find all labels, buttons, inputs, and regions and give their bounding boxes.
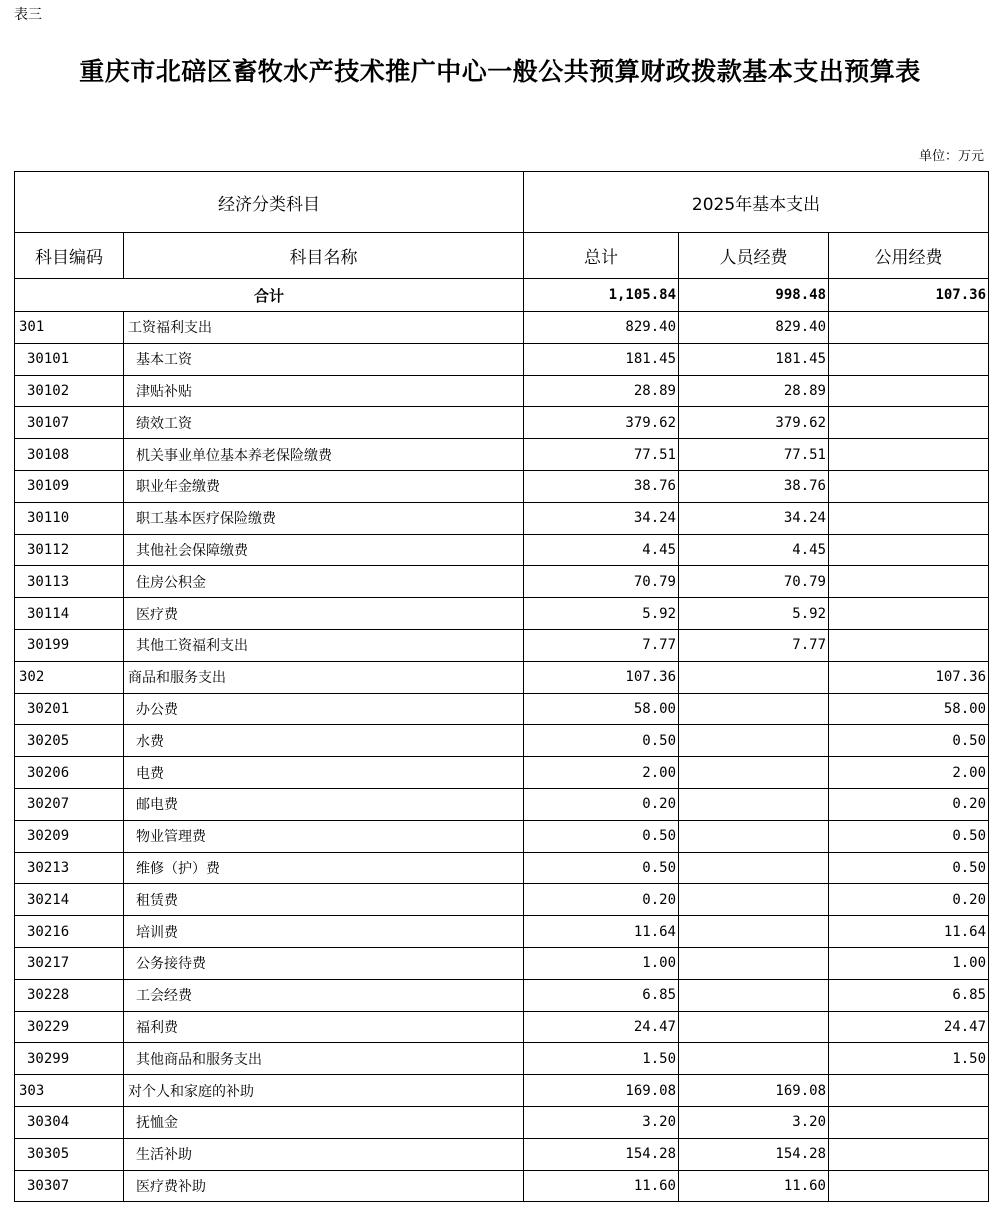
row-code: 30102 — [15, 375, 124, 407]
row-public — [829, 375, 989, 407]
row-name: 对个人和家庭的补助 — [124, 1075, 524, 1107]
table-row — [15, 1138, 989, 1170]
row-name: 办公费 — [124, 693, 524, 725]
row-total: 1.50 — [524, 1043, 679, 1075]
table-row — [15, 1043, 989, 1075]
row-code: 30206 — [15, 757, 124, 789]
row-public: 24.47 — [829, 1011, 989, 1043]
table-row — [15, 566, 989, 598]
row-name: 公务接待费 — [124, 947, 524, 979]
row-total: 6.85 — [524, 979, 679, 1011]
table-row — [15, 661, 989, 693]
row-personnel — [679, 693, 829, 725]
row-personnel: 77.51 — [679, 439, 829, 471]
row-total: 829.40 — [524, 312, 679, 344]
row-total: 379.62 — [524, 407, 679, 439]
row-total: 0.50 — [524, 852, 679, 884]
table-row — [15, 1170, 989, 1202]
row-personnel — [679, 947, 829, 979]
row-public — [829, 312, 989, 344]
row-total: 24.47 — [524, 1011, 679, 1043]
table-row — [15, 534, 989, 566]
table-row — [15, 788, 989, 820]
row-code: 30112 — [15, 534, 124, 566]
row-name: 生活补助 — [124, 1138, 524, 1170]
row-code: 30214 — [15, 884, 124, 916]
row-name: 培训费 — [124, 916, 524, 948]
row-public — [829, 1170, 989, 1202]
row-name: 商品和服务支出 — [124, 661, 524, 693]
row-name: 机关事业单位基本养老保险缴费 — [124, 439, 524, 471]
row-total: 11.60 — [524, 1170, 679, 1202]
table-row — [15, 312, 989, 344]
table-row — [15, 693, 989, 725]
row-name: 其他商品和服务支出 — [124, 1043, 524, 1075]
row-name: 绩效工资 — [124, 407, 524, 439]
row-personnel: 379.62 — [679, 407, 829, 439]
header-row-1 — [15, 172, 989, 233]
header-total: 总计 — [524, 233, 679, 279]
row-code: 30199 — [15, 629, 124, 661]
row-personnel: 38.76 — [679, 470, 829, 502]
row-personnel — [679, 1043, 829, 1075]
row-public — [829, 598, 989, 630]
row-public: 2.00 — [829, 757, 989, 789]
row-personnel — [679, 916, 829, 948]
table-row — [15, 439, 989, 471]
row-name: 抚恤金 — [124, 1106, 524, 1138]
row-public — [829, 1106, 989, 1138]
row-public: 0.50 — [829, 852, 989, 884]
row-code: 30209 — [15, 820, 124, 852]
row-name: 工资福利支出 — [124, 312, 524, 344]
table-row — [15, 343, 989, 375]
row-total: 11.64 — [524, 916, 679, 948]
row-name: 职业年金缴费 — [124, 470, 524, 502]
row-code: 30304 — [15, 1106, 124, 1138]
row-name: 住房公积金 — [124, 566, 524, 598]
table-row — [15, 979, 989, 1011]
row-personnel — [679, 725, 829, 757]
row-total: 0.50 — [524, 725, 679, 757]
total-row — [15, 279, 989, 312]
row-public — [829, 534, 989, 566]
row-total: 70.79 — [524, 566, 679, 598]
row-total: 58.00 — [524, 693, 679, 725]
total-label: 合计 — [15, 279, 524, 312]
header-name: 科目名称 — [124, 233, 524, 279]
row-code: 30307 — [15, 1170, 124, 1202]
row-name: 福利费 — [124, 1011, 524, 1043]
row-total: 34.24 — [524, 502, 679, 534]
row-personnel — [679, 979, 829, 1011]
row-name: 职工基本医疗保险缴费 — [124, 502, 524, 534]
header-basic-expense: 2025年基本支出 — [524, 172, 989, 233]
row-total: 28.89 — [524, 375, 679, 407]
table-row — [15, 852, 989, 884]
table-row — [15, 1011, 989, 1043]
row-total: 181.45 — [524, 343, 679, 375]
row-public — [829, 439, 989, 471]
row-code: 30229 — [15, 1011, 124, 1043]
table-row — [15, 502, 989, 534]
row-public: 11.64 — [829, 916, 989, 948]
row-name: 工会经费 — [124, 979, 524, 1011]
row-public: 1.50 — [829, 1043, 989, 1075]
row-personnel: 28.89 — [679, 375, 829, 407]
total-personnel: 998.48 — [679, 279, 829, 312]
row-personnel — [679, 661, 829, 693]
table-row — [15, 725, 989, 757]
row-name: 医疗费 — [124, 598, 524, 630]
row-personnel — [679, 1011, 829, 1043]
row-public — [829, 470, 989, 502]
row-total: 38.76 — [524, 470, 679, 502]
row-total: 3.20 — [524, 1106, 679, 1138]
table-row — [15, 757, 989, 789]
table-row — [15, 629, 989, 661]
row-public — [829, 1075, 989, 1107]
row-code: 30299 — [15, 1043, 124, 1075]
row-public — [829, 629, 989, 661]
row-public: 0.20 — [829, 788, 989, 820]
row-total: 77.51 — [524, 439, 679, 471]
page-title: 重庆市北碚区畜牧水产技术推广中心一般公共预算财政拨款基本支出预算表 — [79, 57, 921, 86]
table-row — [15, 407, 989, 439]
row-name: 基本工资 — [124, 343, 524, 375]
row-code: 30207 — [15, 788, 124, 820]
row-personnel: 11.60 — [679, 1170, 829, 1202]
row-total: 154.28 — [524, 1138, 679, 1170]
table-row — [15, 470, 989, 502]
row-total: 1.00 — [524, 947, 679, 979]
row-name: 物业管理费 — [124, 820, 524, 852]
row-code: 30305 — [15, 1138, 124, 1170]
row-code: 30108 — [15, 439, 124, 471]
row-total: 4.45 — [524, 534, 679, 566]
table-row — [15, 916, 989, 948]
row-personnel: 7.77 — [679, 629, 829, 661]
row-public — [829, 343, 989, 375]
row-personnel — [679, 884, 829, 916]
row-name: 维修（护）费 — [124, 852, 524, 884]
table-row — [15, 598, 989, 630]
total-total: 1,105.84 — [524, 279, 679, 312]
header-personnel: 人员经费 — [679, 233, 829, 279]
row-personnel: 169.08 — [679, 1075, 829, 1107]
row-name: 其他社会保障缴费 — [124, 534, 524, 566]
row-personnel: 4.45 — [679, 534, 829, 566]
row-code: 30114 — [15, 598, 124, 630]
row-name: 邮电费 — [124, 788, 524, 820]
row-code: 30213 — [15, 852, 124, 884]
row-total: 7.77 — [524, 629, 679, 661]
row-code: 30216 — [15, 916, 124, 948]
row-public: 6.85 — [829, 979, 989, 1011]
row-public: 0.50 — [829, 725, 989, 757]
table-row — [15, 375, 989, 407]
row-name: 医疗费补助 — [124, 1170, 524, 1202]
row-public: 1.00 — [829, 947, 989, 979]
row-personnel: 3.20 — [679, 1106, 829, 1138]
row-code: 30109 — [15, 470, 124, 502]
row-public: 107.36 — [829, 661, 989, 693]
table-row — [15, 1106, 989, 1138]
row-public — [829, 502, 989, 534]
row-code: 30101 — [15, 343, 124, 375]
row-name: 其他工资福利支出 — [124, 629, 524, 661]
table-row — [15, 820, 989, 852]
row-name: 租赁费 — [124, 884, 524, 916]
row-personnel — [679, 852, 829, 884]
row-name: 津贴补贴 — [124, 375, 524, 407]
row-code: 30113 — [15, 566, 124, 598]
row-personnel: 5.92 — [679, 598, 829, 630]
header-row-2 — [15, 233, 989, 279]
row-total: 5.92 — [524, 598, 679, 630]
header-code: 科目编码 — [15, 233, 124, 279]
total-public: 107.36 — [829, 279, 989, 312]
row-public: 0.20 — [829, 884, 989, 916]
row-personnel — [679, 788, 829, 820]
row-total: 0.50 — [524, 820, 679, 852]
header-econ-class: 经济分类科目 — [15, 172, 524, 233]
header-public: 公用经费 — [829, 233, 989, 279]
budget-table — [14, 171, 989, 1202]
row-code: 303 — [15, 1075, 124, 1107]
table-row — [15, 947, 989, 979]
table-number-label: 表三 — [14, 7, 42, 23]
row-code: 30201 — [15, 693, 124, 725]
row-total: 2.00 — [524, 757, 679, 789]
row-public — [829, 566, 989, 598]
row-public — [829, 407, 989, 439]
row-code: 301 — [15, 312, 124, 344]
row-code: 30107 — [15, 407, 124, 439]
row-personnel: 34.24 — [679, 502, 829, 534]
row-personnel: 181.45 — [679, 343, 829, 375]
row-public: 58.00 — [829, 693, 989, 725]
row-personnel: 154.28 — [679, 1138, 829, 1170]
row-name: 水费 — [124, 725, 524, 757]
row-code: 302 — [15, 661, 124, 693]
row-total: 107.36 — [524, 661, 679, 693]
row-name: 电费 — [124, 757, 524, 789]
table-row — [15, 884, 989, 916]
row-total: 0.20 — [524, 788, 679, 820]
row-total: 169.08 — [524, 1075, 679, 1107]
row-code: 30228 — [15, 979, 124, 1011]
table-row — [15, 1075, 989, 1107]
row-code: 30205 — [15, 725, 124, 757]
row-code: 30217 — [15, 947, 124, 979]
row-public — [829, 1138, 989, 1170]
row-personnel — [679, 820, 829, 852]
row-code: 30110 — [15, 502, 124, 534]
row-personnel — [679, 757, 829, 789]
row-total: 0.20 — [524, 884, 679, 916]
row-public: 0.50 — [829, 820, 989, 852]
unit-label: 单位：万元 — [918, 149, 984, 164]
row-personnel: 829.40 — [679, 312, 829, 344]
row-personnel: 70.79 — [679, 566, 829, 598]
